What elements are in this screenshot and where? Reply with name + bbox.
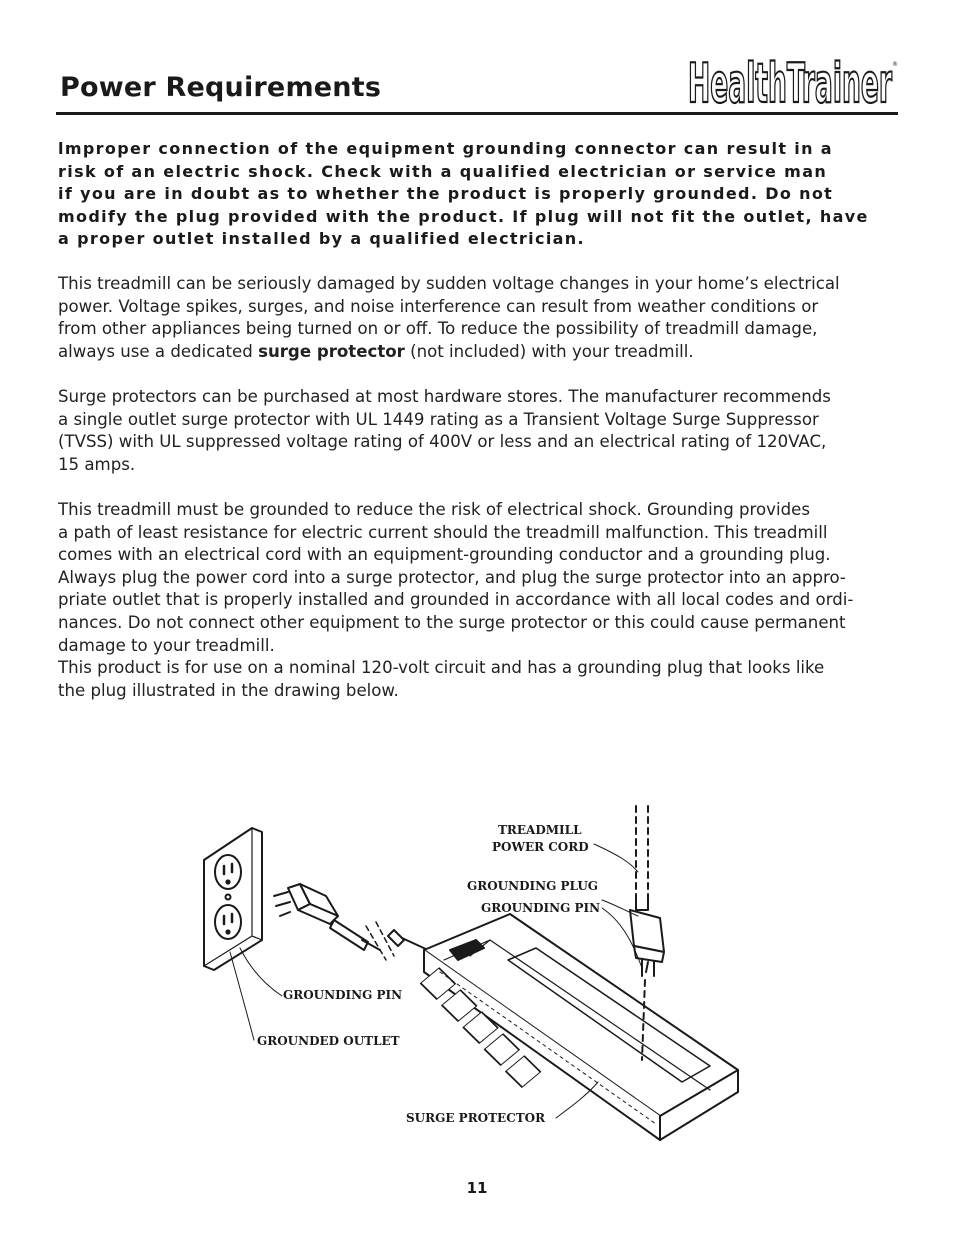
label-grounded-outlet: GROUNDED OUTLET <box>257 1034 400 1048</box>
text-run: (not included) with your treadmill. <box>404 341 694 361</box>
paragraph-line: damage to your treadmill. <box>58 635 275 655</box>
surge-protector-paragraph <box>58 386 908 476</box>
paragraph-line: This treadmill can be seriously damaged by sudden voltage changes in your home’s electrical <box>58 274 840 293</box>
header-rule <box>56 112 898 115</box>
svg-text:®: ® <box>892 61 898 68</box>
paragraph-line: comes with an electrical cord with an equipment-grounding conductor and a grounding plug. <box>58 545 831 565</box>
label-treadmill: TREADMILL <box>498 823 582 837</box>
page-number: 11 <box>466 1179 488 1197</box>
paragraph-line: a path of least resistance for electric current should the treadmill malfunction. This treadmill <box>58 522 828 542</box>
paragraph-line: (TVSS) with UL suppressed voltage rating of 400V or less and an electrical rating of 120VAC, <box>58 432 827 452</box>
paragraph-line: a single outlet surge protector with UL 1449 rating as a Transient Voltage Surge Suppressor <box>58 409 819 429</box>
paragraph-line: 15 amps. <box>58 454 136 474</box>
warning-line: risk of an electric shock. Check with a qualified electrician or service man <box>58 161 828 181</box>
paragraph-line: priate outlet that is properly installed and grounded in accordance with all local codes and ordi- <box>58 590 854 610</box>
surge-protector-illustration <box>190 800 750 1150</box>
surge-protector-emphasis: surge protector <box>258 341 405 361</box>
surge-damage-paragraph <box>58 273 908 363</box>
warning-line: lmproper connection of the equipment grounding connector can result in a <box>58 139 833 158</box>
page-title: Power Requirements <box>60 72 382 103</box>
warning-line: modify the plug provided with the product. If plug will not fit the outlet, have <box>58 206 869 226</box>
paragraph-line: Surge protectors can be purchased at most hardware stores. The manufacturer recommends <box>58 387 831 406</box>
warning-line: if you are in doubt as to whether the product is properly grounded. Do not <box>58 184 834 203</box>
paragraph-line: Always plug the power cord into a surge protector, and plug the surge protector into an appro- <box>58 567 846 587</box>
label-power-cord: POWER CORD <box>492 840 589 854</box>
healthtrainer-logo <box>686 52 898 110</box>
label-grounding-pin-right: GROUNDING PIN <box>481 901 601 915</box>
surge-protector-strip-icon <box>421 914 738 1140</box>
label-grounding-plug: GROUNDING PLUG <box>467 879 599 893</box>
label-surge-protector: SURGE PROTECTOR <box>406 1111 546 1125</box>
surge-protector-plug-icon <box>274 884 428 960</box>
svg-text:HealthTrainer: HealthTrainer <box>688 52 893 110</box>
grounding-paragraph <box>58 499 908 702</box>
paragraph-line: from other appliances being turned on or off. To reduce the possibility of treadmill damage, <box>58 319 818 339</box>
warning-line: a proper outlet installed by a qualified electrician. <box>58 229 585 248</box>
paragraph-line: This treadmill must be grounded to reduce the risk of electrical shock. Grounding provides <box>58 500 810 519</box>
grounding-warning <box>58 138 908 251</box>
text-run: always use a dedicated <box>58 341 259 361</box>
paragraph-line: nances. Do not connect other equipment to the surge protector or this could cause permanent <box>58 612 846 632</box>
label-grounding-pin-left: GROUNDING PIN <box>283 988 403 1002</box>
paragraph-line <box>58 341 908 364</box>
paragraph-line: the plug illustrated in the drawing below. <box>58 680 399 700</box>
wall-outlet-icon <box>204 828 262 970</box>
paragraph-line: This product is for use on a nominal 120-volt circuit and has a grounding plug that looks like <box>58 658 825 678</box>
paragraph-line: power. Voltage spikes, surges, and noise interference can result from weather conditions or <box>58 296 819 316</box>
